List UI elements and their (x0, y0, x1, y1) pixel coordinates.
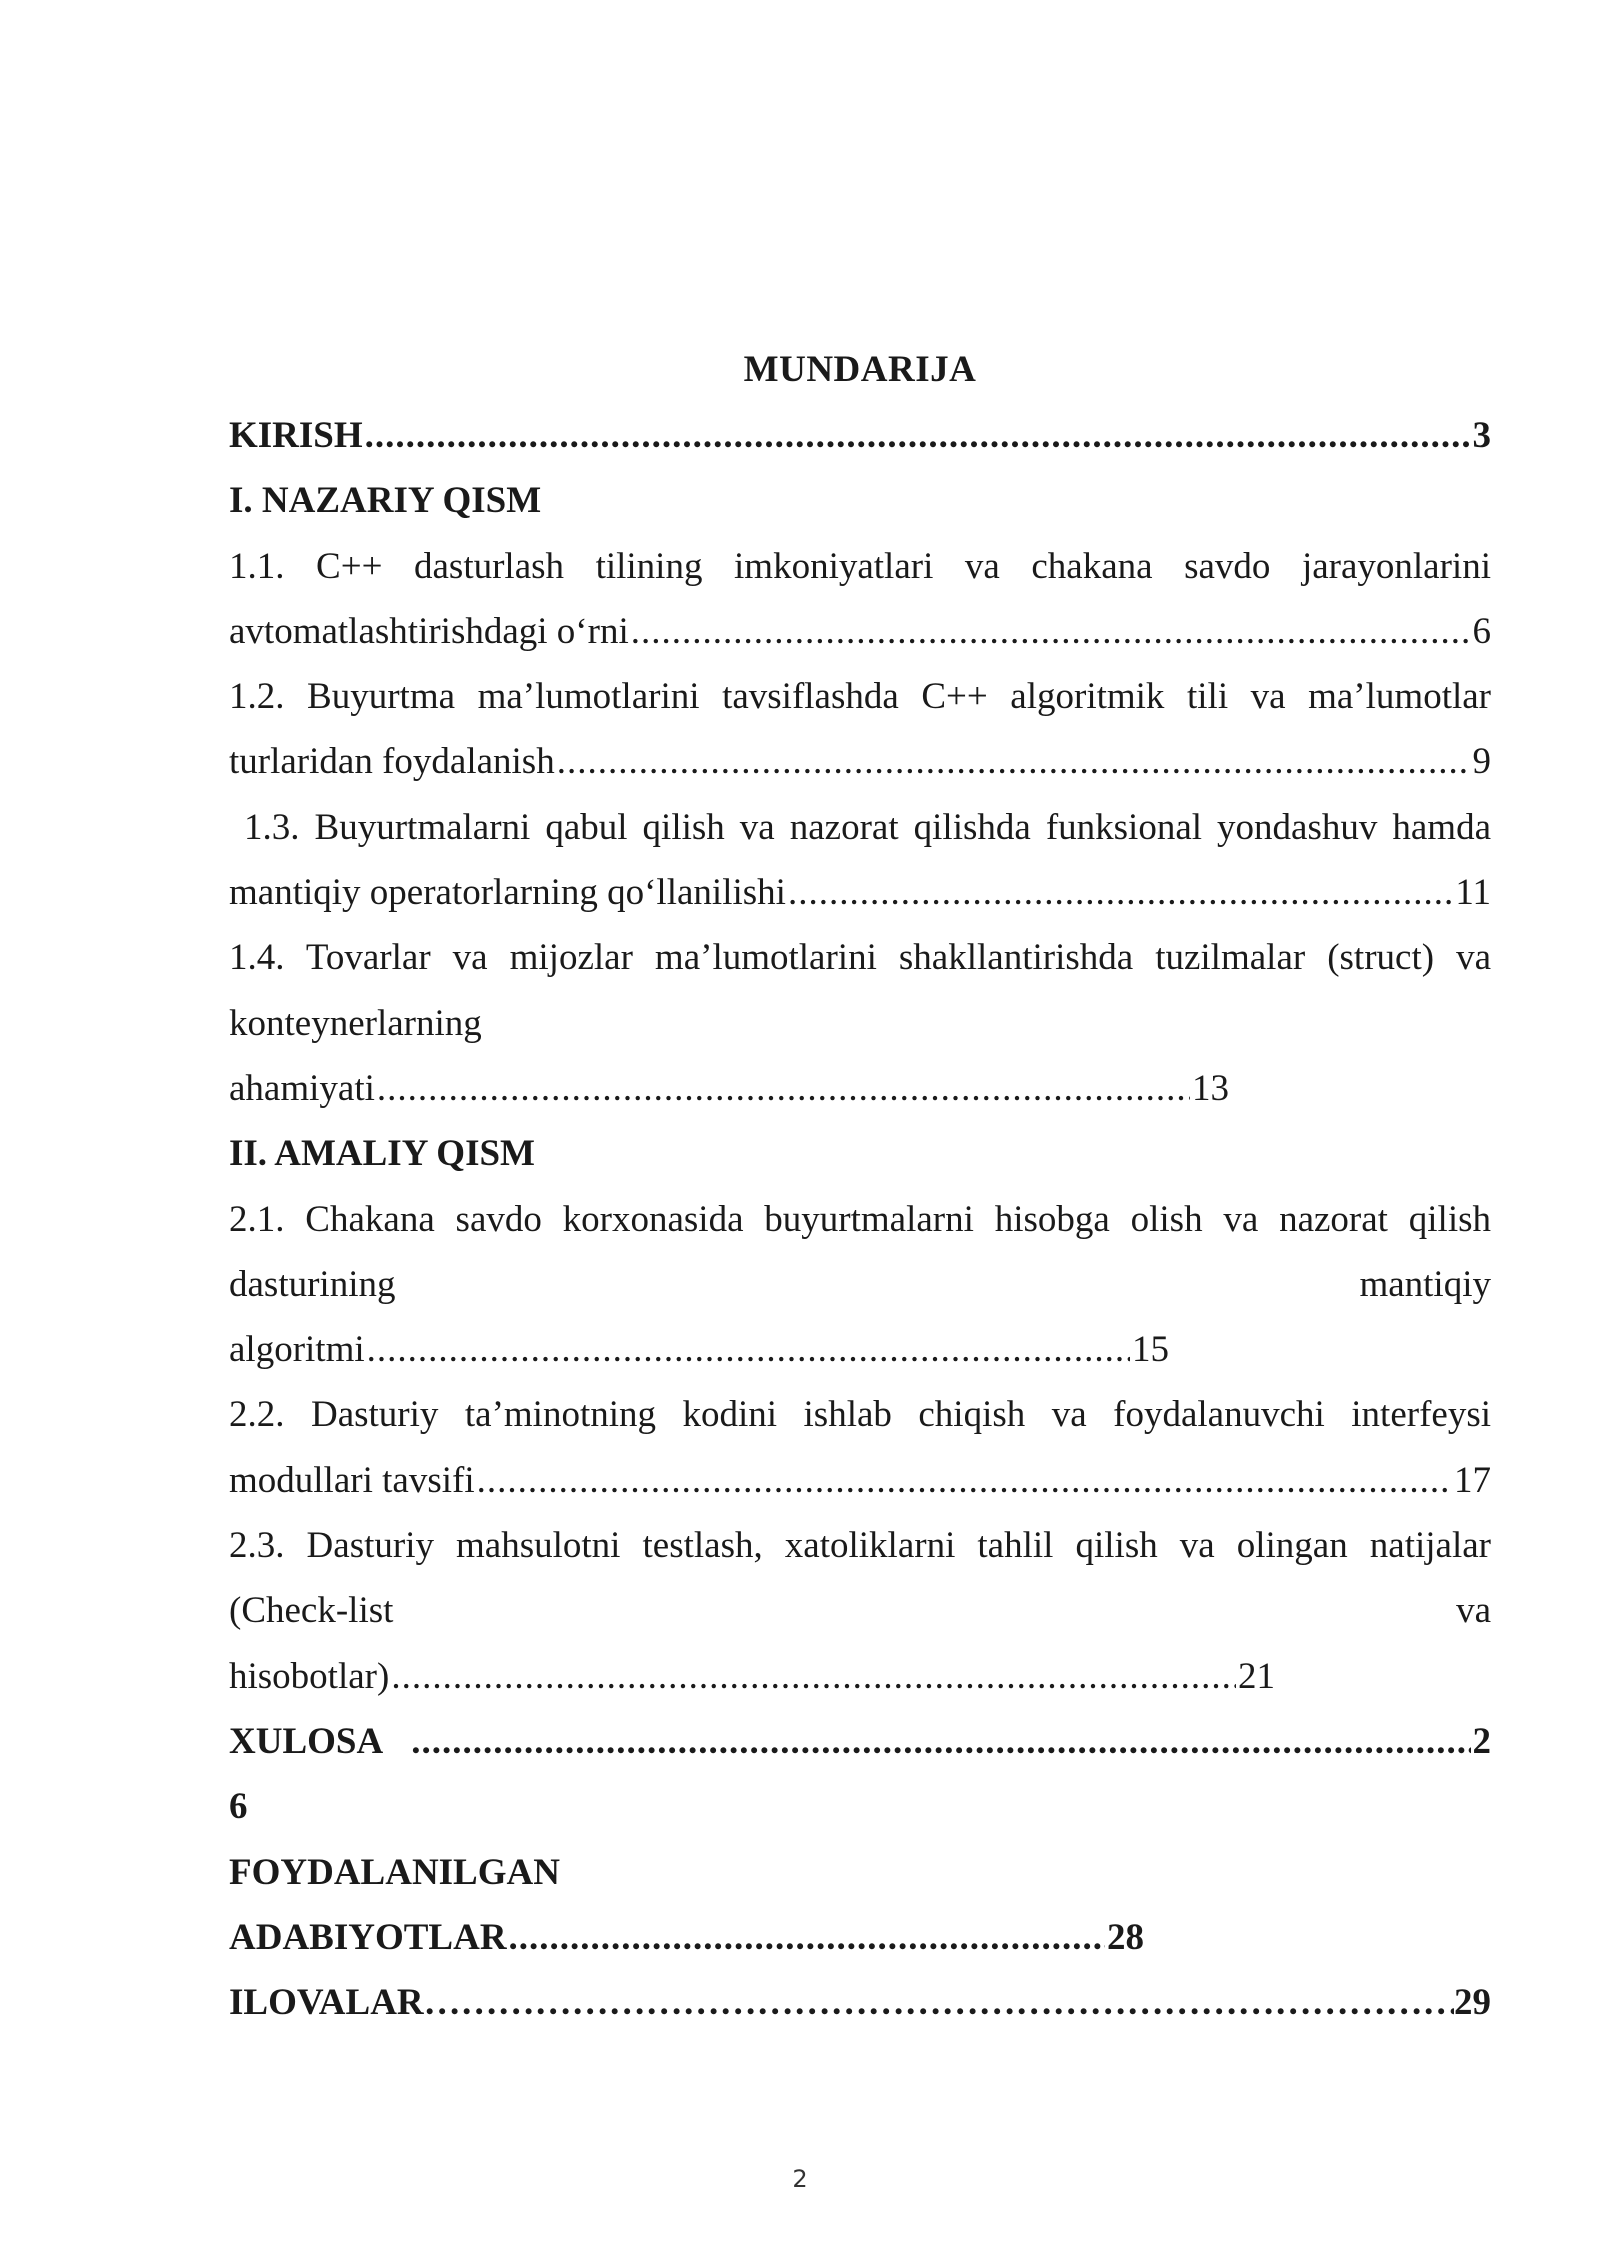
toc-entry-2-2-line1[interactable]: 2.2. Dasturiy ta’minotning kodini ishlab chiqish va foydalanuvchi interfeysi (229, 1394, 1491, 1436)
toc-entry-2-3-line1[interactable]: 2.3. Dasturiy mahsulotni testlash, xatoliklarni tahlil qilish va olingan natijalar (229, 1525, 1491, 1567)
toc-entry-2-1-line3[interactable] (229, 1326, 1169, 1391)
toc-entry-xulosa-page-wrap: 6 (229, 1786, 248, 1828)
toc-entry-1-3-line1[interactable]: 1.3. Buyurtmalarni qabul qilish va nazorat qilishda funksional yondashuv hamda (229, 806, 1491, 848)
toc-entry-1-4-line2[interactable]: konteynerlarning (229, 1002, 482, 1044)
toc-entry-label: (Check-list (229, 1590, 394, 1632)
toc-entry-ilovalar[interactable] (229, 1979, 1491, 2044)
toc-entry-label: va (1456, 1590, 1491, 1632)
leader-dots (788, 869, 1453, 917)
toc-page-number: 2 (1472, 1720, 1491, 1762)
toc-entry-foydalanilgan-line2[interactable] (229, 1914, 1144, 1979)
page-title: MUNDARIJA (743, 349, 977, 390)
toc-page-number: 15 (1132, 1329, 1169, 1371)
toc-entry-1-4-line3[interactable] (229, 1065, 1229, 1130)
toc-entry-1-3-line2[interactable] (229, 869, 1491, 934)
toc-entry-label: mantiqiy operatorlarning qo‘llanilishi (229, 872, 786, 914)
toc-entry-2-1-line2[interactable] (229, 1261, 1491, 1326)
page-number: 2 (792, 2165, 808, 2193)
toc-entry-label: algoritmi (229, 1329, 365, 1371)
table-of-contents (229, 412, 1491, 2044)
toc-entry-label: mantiqiy (1359, 1263, 1491, 1305)
toc-entry-1-1-line1[interactable]: 1.1. C++ dasturlash tilining imkoniyatlari va chakana savdo jarayonlarini (229, 545, 1491, 587)
toc-entry-1-2-line2[interactable] (229, 738, 1491, 803)
toc-entry-foydalanilgan-line1[interactable]: FOYDALANILGAN (229, 1851, 560, 1893)
toc-entry-kirish[interactable] (229, 412, 1491, 477)
toc-entry-label: XULOSA (229, 1720, 384, 1762)
toc-page-number: 6 (1472, 610, 1491, 652)
toc-page-number: 21 (1238, 1655, 1275, 1697)
toc-entry-label: KIRISH (229, 415, 363, 456)
toc-entry-label: dasturining (229, 1263, 396, 1305)
document-page (229, 0, 1491, 2262)
toc-entry-2-2-line2[interactable] (229, 1457, 1491, 1522)
toc-entry-1-4-line1[interactable]: 1.4. Tovarlar va mijozlar ma’lumotlarini shakllantirishda tuzilmalar (struct) va (229, 937, 1491, 979)
toc-entry-1-1-line2[interactable] (229, 608, 1491, 673)
toc-entry-label: turlaridan foydalanish (229, 741, 555, 783)
toc-page-number: 11 (1455, 872, 1491, 914)
leader-dots (557, 738, 1471, 786)
toc-entry-2-3-line3[interactable] (229, 1653, 1275, 1718)
toc-heading-part1[interactable]: I. NAZARIY QISM (229, 480, 542, 522)
toc-entry-2-3-line2[interactable] (229, 1587, 1491, 1652)
leader-dots (477, 1457, 1452, 1505)
toc-entry-1-2-line1[interactable]: 1.2. Buyurtma ma’lumotlarini tavsiflashda C++ algoritmik tili va ma’lumotlar (229, 676, 1491, 718)
leader-dots (424, 1979, 1454, 2027)
leader-dots (411, 1718, 1470, 1766)
toc-entry-label: ADABIYOTLAR (229, 1916, 507, 1958)
toc-entry-label: avtomatlashtirishdagi o‘rni (229, 610, 629, 652)
toc-entry-label: hisobotlar) (229, 1655, 390, 1697)
toc-entry-label: ILOVALAR (229, 1982, 424, 2024)
toc-page-number: 9 (1472, 741, 1491, 783)
toc-entry-label: modullari tavsifi (229, 1459, 475, 1501)
toc-page-number: 29 (1454, 1982, 1491, 2024)
leader-dots (365, 412, 1471, 460)
leader-dots (377, 1065, 1190, 1113)
leader-dots (391, 1653, 1236, 1701)
toc-entry-label: ahamiyati (229, 1067, 375, 1109)
toc-entry-xulosa[interactable] (229, 1718, 1491, 1783)
toc-page-number: 13 (1192, 1067, 1229, 1109)
toc-entry-2-1-line1[interactable]: 2.1. Chakana savdo korxonasida buyurtmalarni hisobga olish va nazorat qilish (229, 1198, 1491, 1240)
leader-dots (367, 1326, 1130, 1374)
leader-dots (631, 608, 1471, 656)
leader-dots (509, 1914, 1105, 1962)
toc-page-number: 28 (1107, 1916, 1144, 1958)
toc-page-number: 17 (1454, 1459, 1491, 1501)
toc-heading-part2[interactable]: II. AMALIY QISM (229, 1133, 535, 1175)
toc-page-number: 3 (1472, 415, 1491, 456)
